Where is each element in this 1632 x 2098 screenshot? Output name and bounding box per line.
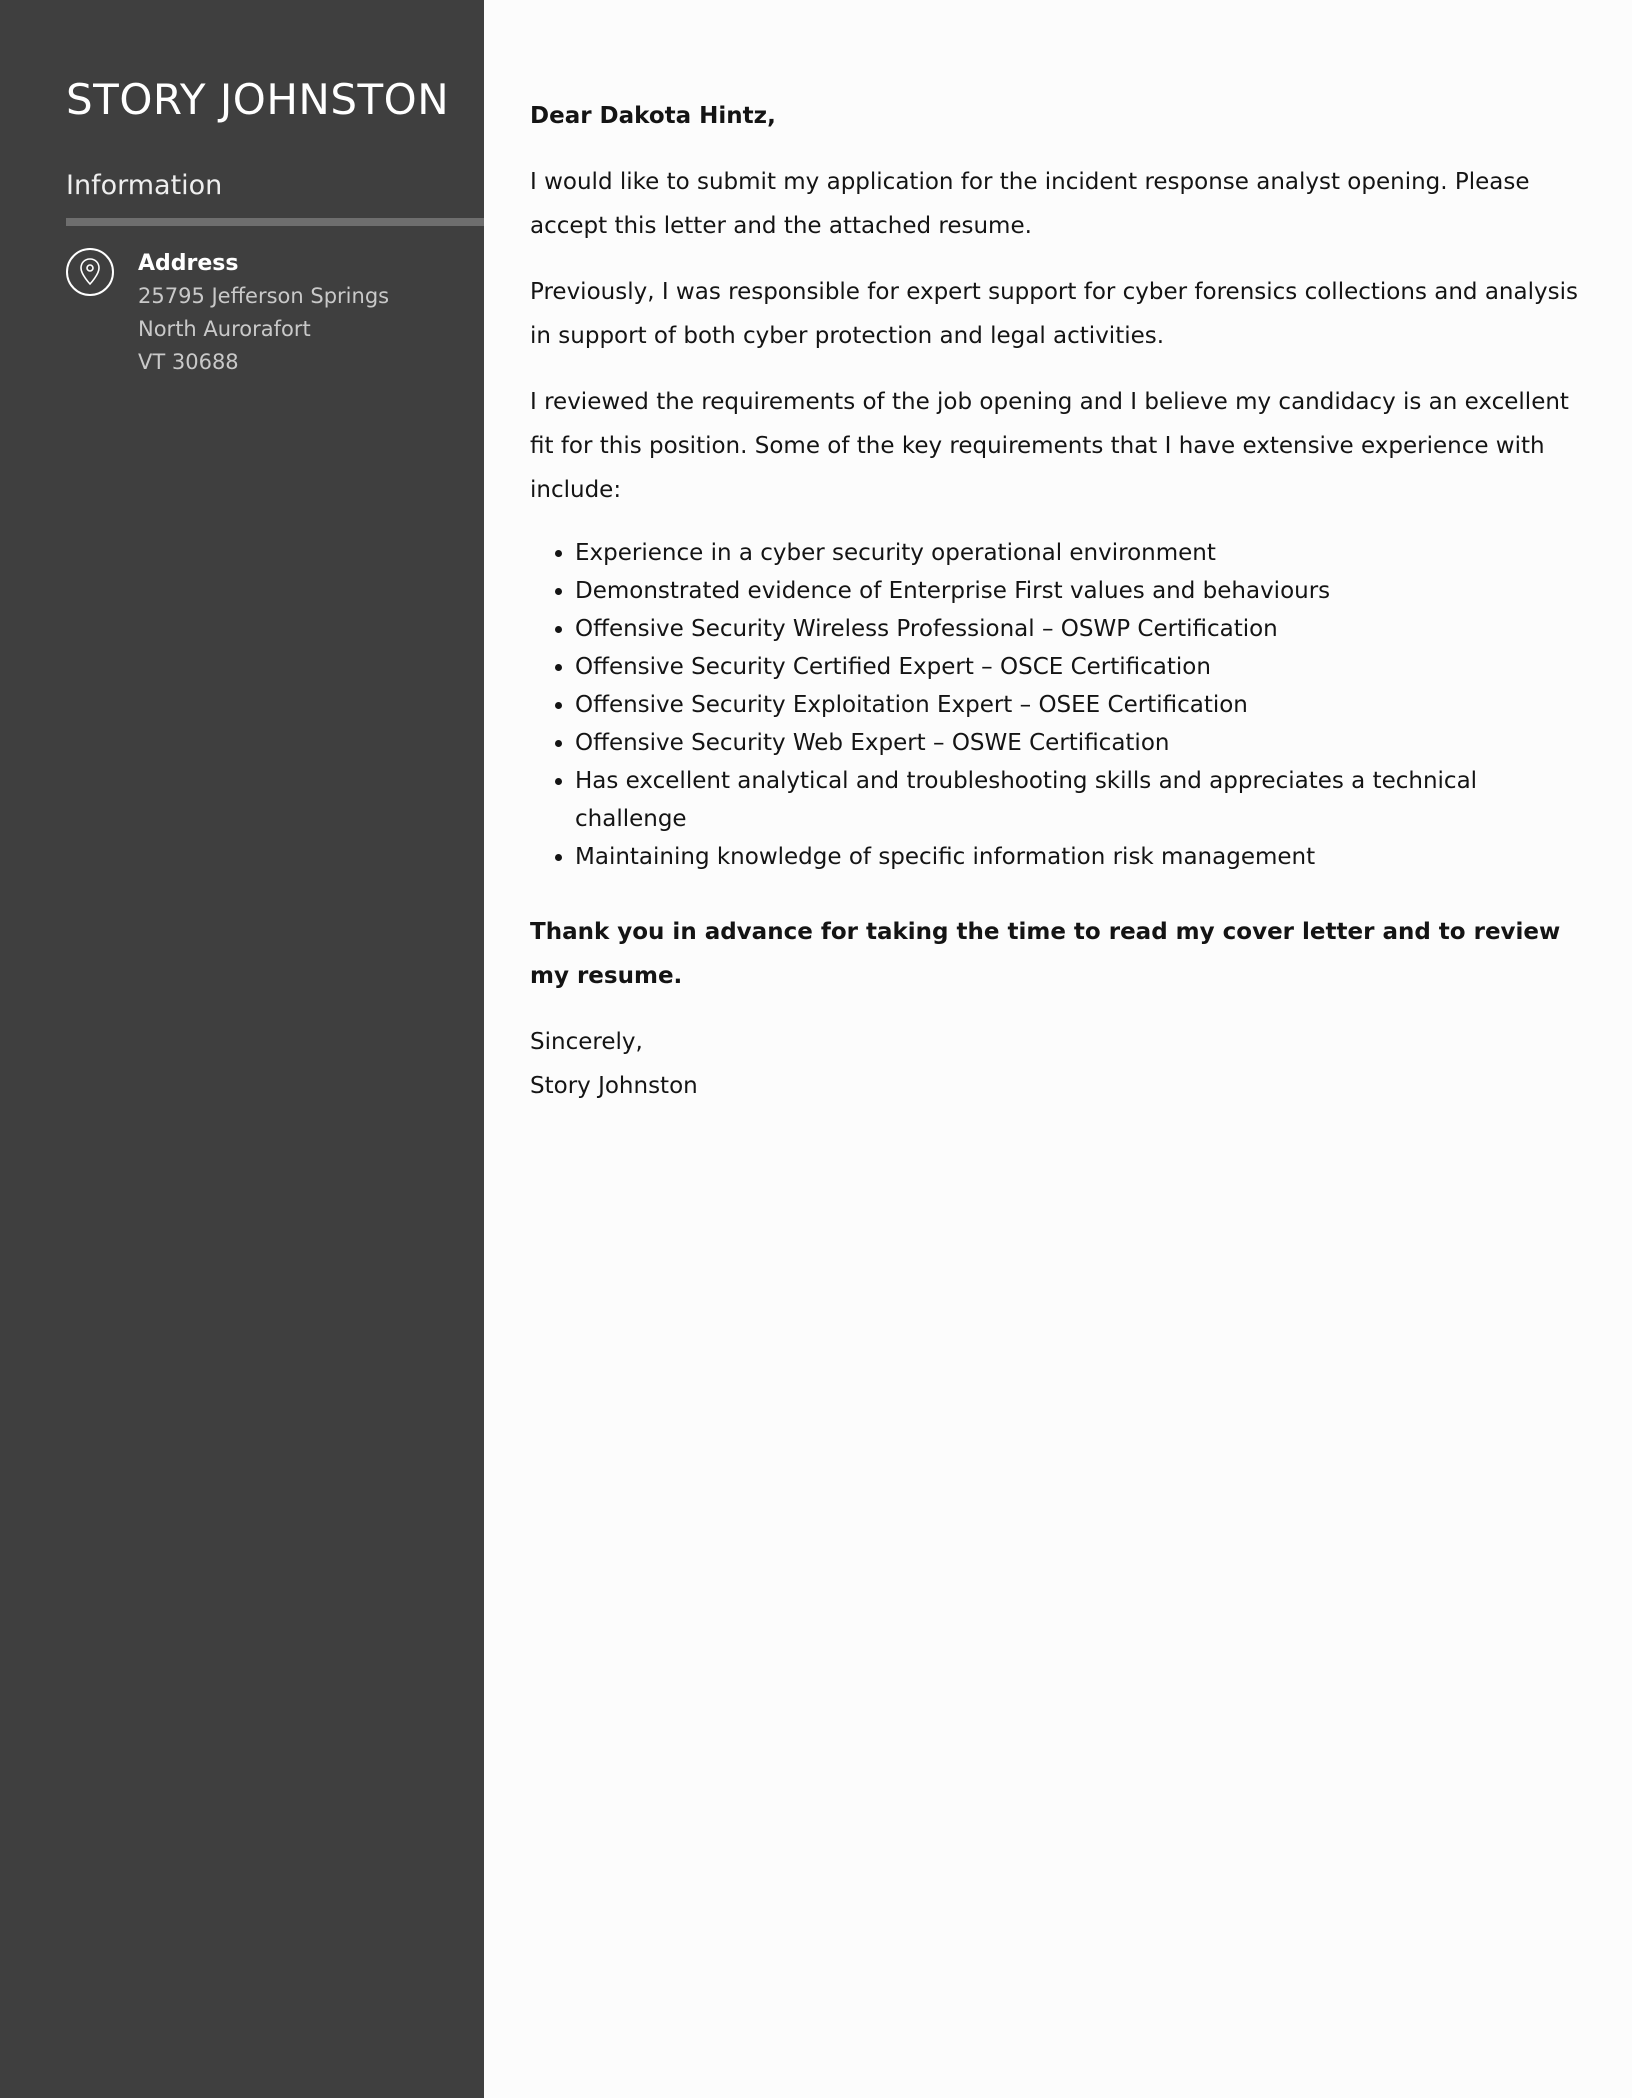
- section-divider: [66, 218, 484, 226]
- letter-paragraph-1: I would like to submit my application for the incident response analyst opening. Please accept this letter and the attached resume.: [530, 169, 1530, 239]
- list-item: • Offensive Security Web Expert – OSWE Certification: [575, 724, 1592, 762]
- address-line-2: North Aurorafort: [138, 317, 311, 341]
- address-line-3: VT 30688: [138, 350, 239, 374]
- list-item: • Maintaining knowledge of specific information risk management: [575, 838, 1592, 876]
- address-label: Address: [138, 251, 239, 276]
- letter-paragraph-2: Previously, I was responsible for expert support for cyber forensics collections and analysis in support of both cyber protection and legal activities.: [530, 279, 1578, 349]
- requirements-list: [530, 534, 1592, 876]
- sidebar: [0, 0, 484, 2098]
- letter-paragraph-3: I reviewed the requirements of the job opening and I believe my candidacy is an excellent fit for this position. Some of the key requirements that I have extensive experience with include:: [530, 389, 1569, 503]
- list-item: • Experience in a cyber security operational environment: [575, 534, 1592, 572]
- list-item: • Demonstrated evidence of Enterprise First values and behaviours: [575, 572, 1592, 610]
- list-item: • Offensive Security Wireless Professional – OSWP Certification: [575, 610, 1592, 648]
- information-heading: Information: [66, 170, 223, 201]
- letter-greeting: Dear Dakota Hintz,: [530, 103, 776, 129]
- address-line-1: 25795 Jefferson Springs: [138, 284, 390, 308]
- list-item: • Offensive Security Exploitation Expert – OSEE Certification: [575, 686, 1592, 724]
- letter-signature: Story Johnston: [530, 1073, 698, 1099]
- letter-body: [484, 0, 1632, 2098]
- letter-signoff: Sincerely,: [530, 1029, 643, 1055]
- location-pin-icon: [66, 248, 114, 296]
- address-text: [138, 248, 389, 379]
- list-item: • Has excellent analytical and troubleshooting skills and appreciates a technical challenge: [575, 762, 1592, 838]
- address-block: [66, 248, 484, 379]
- list-item: • Offensive Security Certified Expert – OSCE Certification: [575, 648, 1592, 686]
- applicant-name: STORY JOHNSTON: [66, 75, 450, 124]
- letter-closing: Thank you in advance for taking the time to read my cover letter and to review my resume.: [530, 919, 1561, 989]
